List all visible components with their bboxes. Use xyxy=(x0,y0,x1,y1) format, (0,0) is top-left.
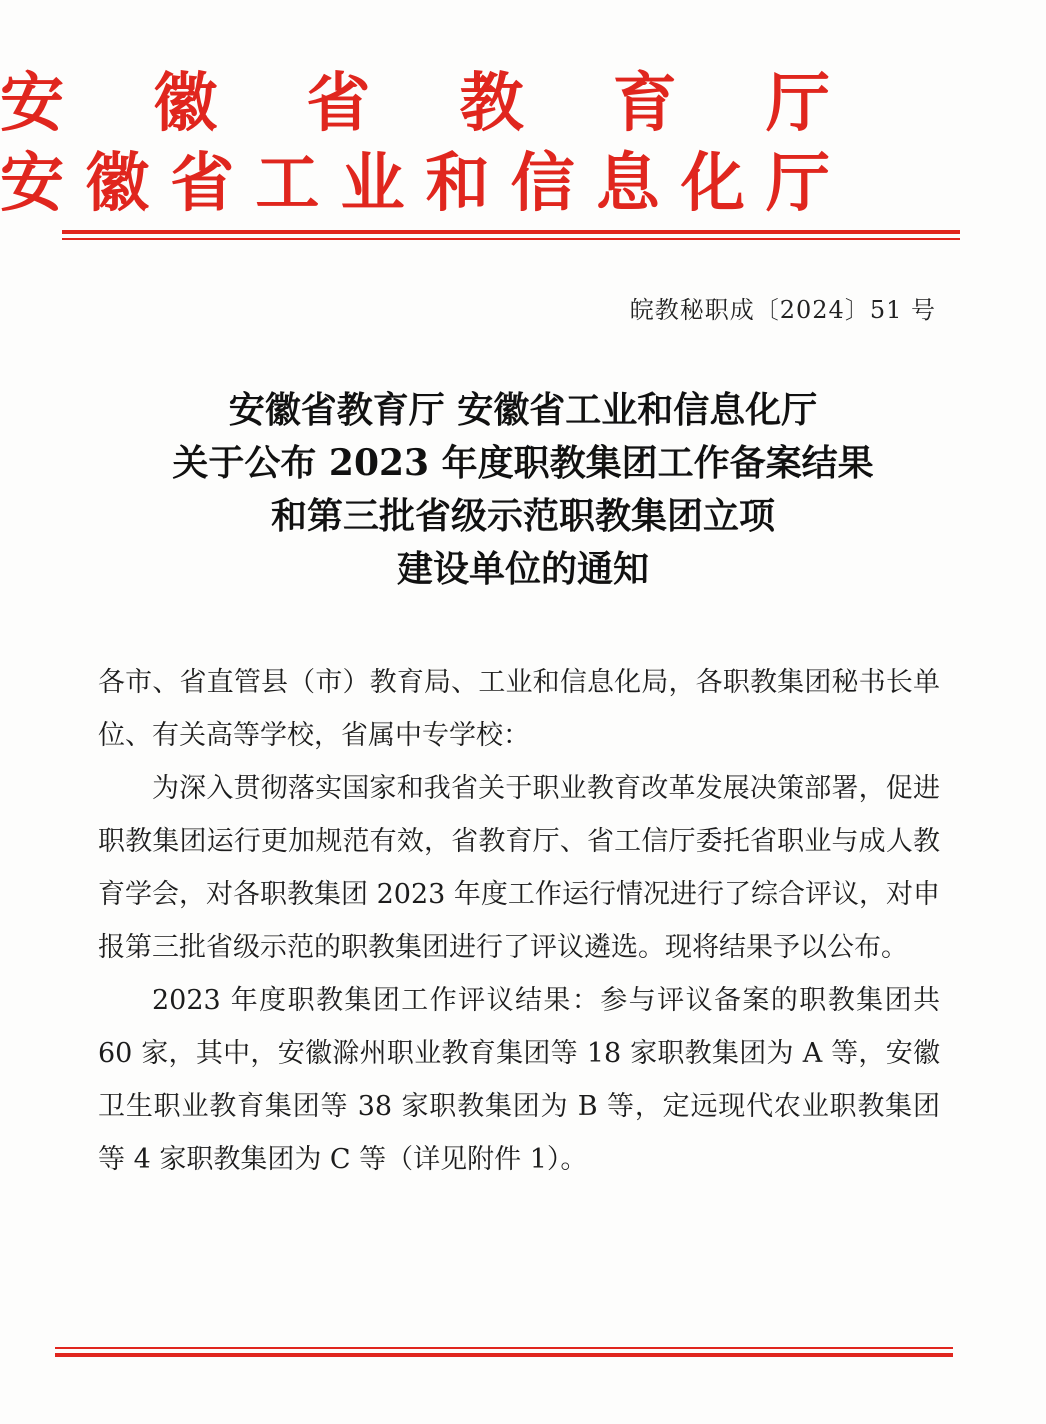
issuer-name-education-dept xyxy=(0,68,830,140)
issuer-char: 化 xyxy=(680,147,745,221)
title-line: 关于公布 2023 年度职教集团工作备案结果 xyxy=(172,442,874,484)
issuer-char: 安 xyxy=(0,147,64,221)
issuer-char: 厅 xyxy=(765,147,830,221)
issuer-char: 信 xyxy=(510,147,575,221)
body-paragraph: 为深入贯彻落实国家和我省关于职业教育改革发展决策部署，促进职教集团运行更加规范有效，省教育厅、省工信厅委托省职业与成人教育学会，对各职教集团 2023 年度工作运行情况进行了综合评议，对申报第三批省级示范的职教集团进行了评议遴选。现将结果予以公布。 xyxy=(98,773,940,963)
issuer-char: 安 xyxy=(0,67,64,141)
document-title xyxy=(60,384,986,596)
issuer-name-industry-dept xyxy=(0,148,830,220)
document-number: 皖教秘职成〔2024〕51 号 xyxy=(629,296,936,324)
title-line: 和第三批省级示范职教集团立项 xyxy=(270,495,775,537)
salutation: 各市、省直管县（市）教育局、工业和信息化局，各职教集团秘书长单位、有关高等学校，省属中专学校： xyxy=(98,667,940,751)
issuer-char: 育 xyxy=(612,67,677,141)
issuer-char: 教 xyxy=(459,67,524,141)
issuer-char: 工 xyxy=(255,147,320,221)
title-line: 安徽省教育厅 安徽省工业和信息化厅 xyxy=(228,389,818,431)
footer-divider xyxy=(55,1347,953,1357)
body-paragraph: 2023 年度职教集团工作评议结果：参与评议备案的职教集团共 60 家，其中，安徽滁州职业教育集团等 18 家职教集团为 A 等，安徽卫生职业教育集团等 38 家职教集团为 B 等，定远现代农业职教集团等 4 家职教集团为 C 等（详见附件 1）。 xyxy=(98,985,940,1175)
title-line: 建设单位的通知 xyxy=(396,548,649,590)
header-divider xyxy=(62,230,960,240)
issuer-char: 省 xyxy=(306,67,371,141)
issuer-char: 徽 xyxy=(153,67,218,141)
issuer-char: 息 xyxy=(595,147,660,221)
issuer-char: 业 xyxy=(340,147,405,221)
issuer-char: 省 xyxy=(170,147,235,221)
document-body xyxy=(98,656,940,1186)
issuer-char: 徽 xyxy=(85,147,150,221)
issuer-char: 和 xyxy=(425,147,490,221)
issuer-char: 厅 xyxy=(765,67,830,141)
